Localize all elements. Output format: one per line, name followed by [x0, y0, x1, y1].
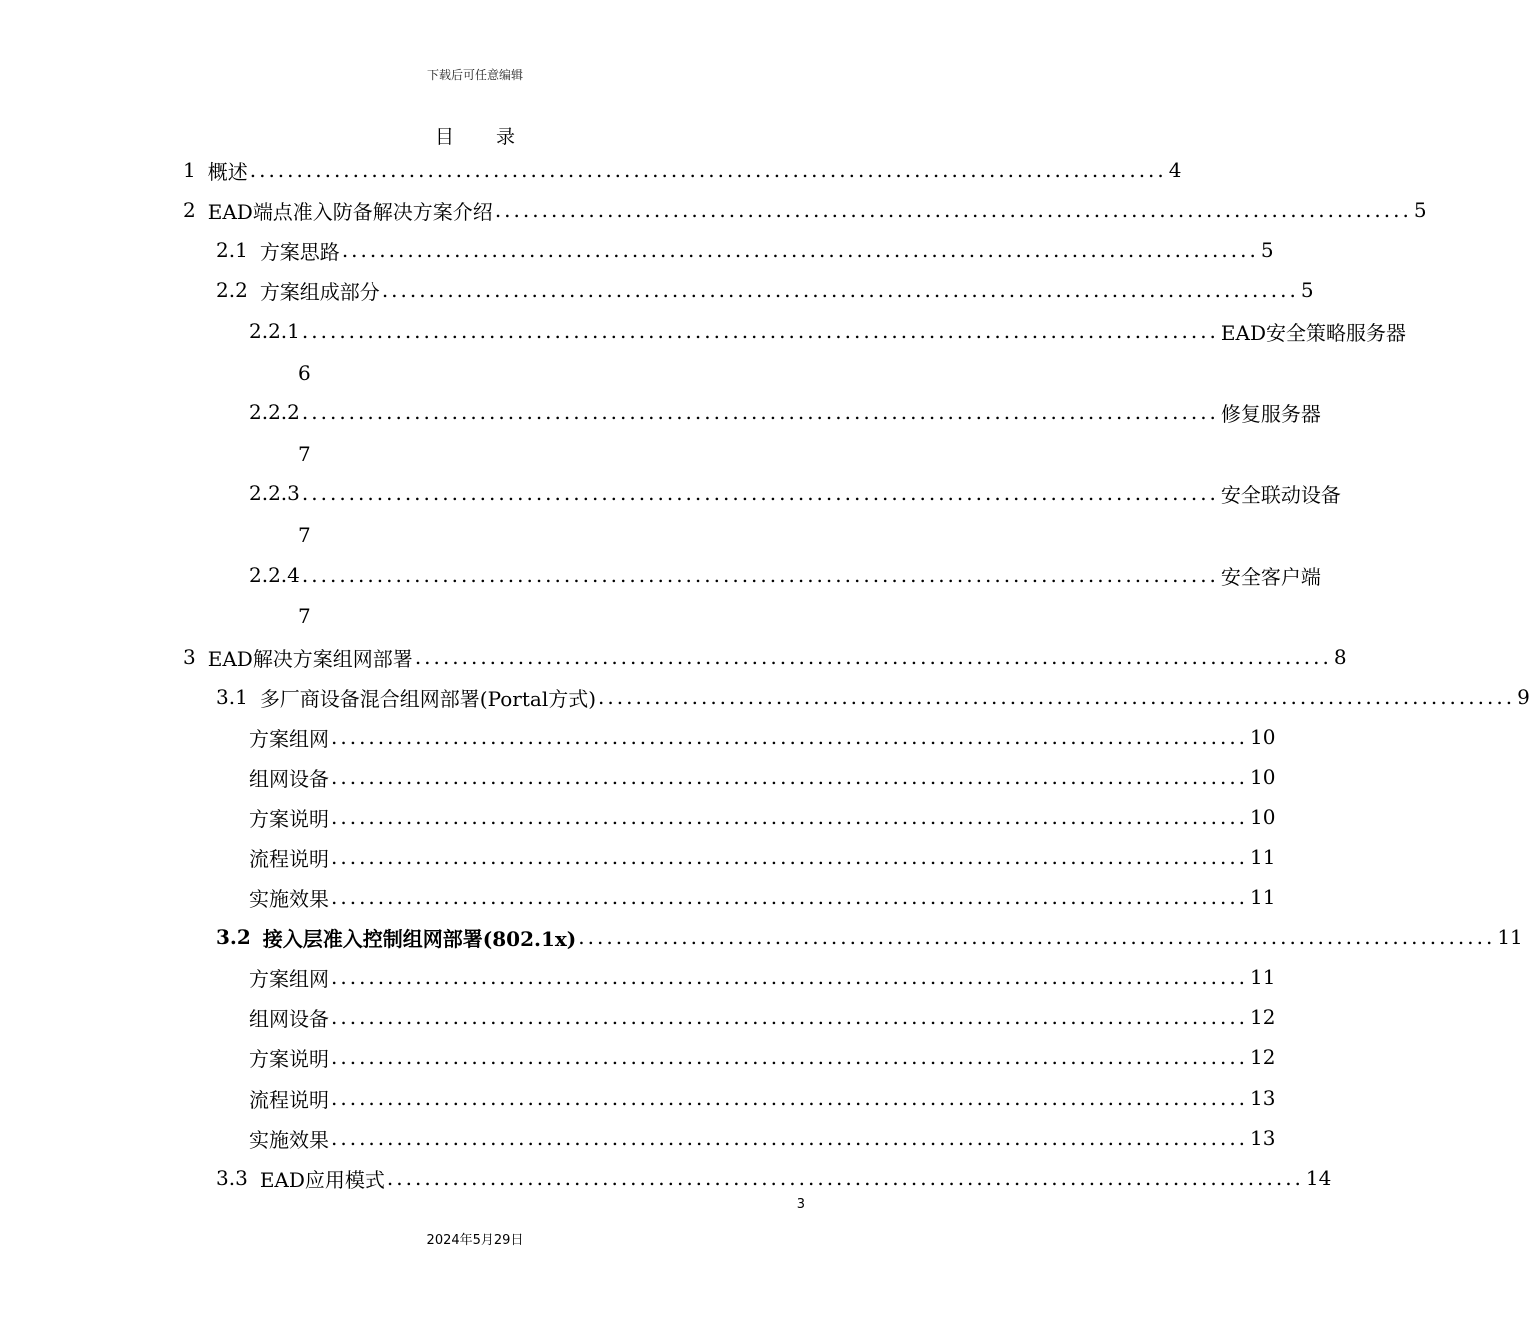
toc-entry-text: 实施效果	[249, 1127, 329, 1152]
page-number: 3	[796, 1197, 805, 1212]
dot-leader: ..................................................................................................	[331, 805, 1249, 829]
toc-entry-page: 12	[1250, 1005, 1276, 1029]
dot-leader: ..................................................................................................	[331, 885, 1249, 909]
dot-leader: ..................................................................................................	[249, 158, 1167, 182]
toc-entry-2-1[interactable]	[216, 230, 1274, 270]
toc-entry-text: 安全联动设备	[1220, 482, 1341, 507]
toc-entry-page: 10	[1250, 765, 1276, 789]
toc-entry-text: 修复服务器	[1220, 401, 1321, 426]
dot-leader: ..................................................................................................	[414, 645, 1332, 669]
dot-leader: ..................................................................................................	[331, 845, 1249, 869]
toc-entry-page: 5	[1260, 238, 1274, 262]
footer-date: 2024年5月29日	[426, 1233, 524, 1248]
toc-entry-text: 方案组网	[249, 726, 329, 751]
dot-leader: ..................................................................................................	[301, 319, 1219, 343]
toc-entry-page: 12	[1250, 1045, 1276, 1069]
dot-leader: ..................................................................................................	[598, 685, 1516, 709]
toc-entry-2-2-3[interactable]	[249, 473, 1341, 513]
toc-entry-number: 2.1	[216, 238, 248, 262]
toc-entry-3-2-b[interactable]	[249, 997, 1276, 1037]
toc-entry-text: 组网设备	[249, 1006, 329, 1031]
toc-entry-text: 流程说明	[249, 1087, 329, 1112]
toc-entry-number: 2.2.2	[249, 400, 300, 424]
dot-leader: ..................................................................................................	[331, 1086, 1249, 1110]
dot-leader: ..................................................................................................	[331, 1005, 1249, 1029]
toc-title: 目 录	[434, 126, 534, 148]
dot-leader: ..................................................................................................	[331, 765, 1249, 789]
dot-leader: ..................................................................................................	[301, 563, 1219, 587]
toc-entry-page: 11	[1497, 925, 1523, 949]
toc-entry-page: 7	[298, 442, 311, 466]
toc-entry-number: 3	[183, 645, 196, 669]
toc-entry-page: 11	[1250, 965, 1276, 989]
toc-entry-page: 8	[1333, 645, 1347, 669]
toc-entry-2-2-4[interactable]	[249, 555, 1321, 595]
toc-entry-page: 7	[298, 523, 311, 547]
toc-entry-3-1-a[interactable]	[249, 717, 1276, 757]
dot-leader: ..................................................................................................	[494, 198, 1412, 222]
toc-entry-text: EAD解决方案组网部署	[207, 646, 413, 671]
toc-entry-text: 概述	[207, 159, 248, 184]
toc-entry-number: 3.2	[216, 925, 251, 949]
toc-entry-page: 10	[1250, 805, 1276, 829]
toc-entry-3-2-d[interactable]	[249, 1078, 1276, 1118]
toc-entry-text: 实施效果	[249, 886, 329, 911]
toc-entry-page: 7	[298, 604, 311, 628]
dot-leader: ..................................................................................................	[331, 1126, 1249, 1150]
toc-entry-2-2-2[interactable]	[249, 392, 1321, 432]
toc-entry-page: 13	[1250, 1086, 1276, 1110]
dot-leader: ..................................................................................................	[331, 1045, 1249, 1069]
toc-entry-text: 方案组成部分	[259, 279, 380, 304]
toc-entry-text: 方案说明	[249, 1046, 329, 1071]
toc-entry-page: 5	[1300, 278, 1314, 302]
dot-leader: ..................................................................................................	[301, 481, 1219, 505]
toc-entry-text: EAD应用模式	[259, 1167, 385, 1192]
dot-leader: ..................................................................................................	[301, 400, 1219, 424]
toc-entry-text: EAD端点准入防备解决方案介绍	[207, 199, 493, 224]
toc-entry-page: 5	[1413, 198, 1427, 222]
toc-entry-text: EAD安全策略服务器	[1220, 320, 1406, 345]
toc-entry-number: 2.2	[216, 278, 248, 302]
toc-entry-3-1-e[interactable]	[249, 877, 1276, 917]
toc-entry-number: 3.3	[216, 1166, 248, 1190]
toc-entry-number: 2	[183, 198, 196, 222]
toc-entry-3-3[interactable]	[216, 1158, 1332, 1198]
toc-entry-number: 2.2.4	[249, 563, 300, 587]
toc-entry-page: 11	[1250, 845, 1276, 869]
toc-entry-3[interactable]	[183, 637, 1347, 677]
toc-entry-3-1-d[interactable]	[249, 837, 1276, 877]
toc-entry-3-1-b[interactable]	[249, 757, 1276, 797]
toc-entry-text: 方案说明	[249, 806, 329, 831]
toc-entry-3-2-a[interactable]	[249, 957, 1276, 997]
toc-entry-page: 13	[1250, 1126, 1276, 1150]
toc-entry-1[interactable]	[183, 150, 1182, 190]
toc-entry-3-2-e[interactable]	[249, 1118, 1276, 1158]
toc-entry-text: 流程说明	[249, 846, 329, 871]
dot-leader: ..................................................................................................	[578, 925, 1496, 949]
toc-entry-text: 组网设备	[249, 766, 329, 791]
dot-leader: ..................................................................................................	[381, 278, 1299, 302]
toc-entry-3-2[interactable]	[216, 917, 1523, 957]
toc-entry-page: 4	[1168, 158, 1182, 182]
toc-entry-page: 9	[1517, 685, 1530, 709]
toc-entry-number: 1	[183, 158, 196, 182]
toc-entry-page: 10	[1250, 725, 1276, 749]
toc-entry-3-2-c[interactable]	[249, 1037, 1276, 1077]
toc-entry-2-2[interactable]	[216, 270, 1314, 310]
toc-entry-text: 接入层准入控制组网部署(802.1x)	[262, 926, 577, 951]
dot-leader: ..................................................................................................	[341, 238, 1259, 262]
dot-leader: ..................................................................................................	[386, 1166, 1304, 1190]
toc-entry-number: 3.1	[216, 685, 248, 709]
toc-entry-3-1-c[interactable]	[249, 797, 1276, 837]
toc-entry-2-2-1[interactable]	[249, 311, 1406, 351]
toc-entry-text: 方案思路	[259, 239, 340, 264]
toc-entry-number: 2.2.1	[249, 319, 300, 343]
dot-leader: ..................................................................................................	[331, 965, 1249, 989]
toc-entry-text: 方案组网	[249, 966, 329, 991]
toc-entry-page: 14	[1305, 1166, 1332, 1190]
toc-entry-2[interactable]	[183, 190, 1427, 230]
toc-entry-number: 2.2.3	[249, 481, 300, 505]
toc-entry-text: 安全客户端	[1220, 564, 1321, 589]
toc-entry-page: 6	[298, 361, 311, 385]
toc-entry-page: 11	[1250, 885, 1276, 909]
header-note: 下载后可任意编辑	[426, 68, 523, 82]
dot-leader: ..................................................................................................	[331, 725, 1249, 749]
toc-entry-text: 多厂商设备混合组网部署(Portal方式)	[259, 686, 597, 711]
toc-entry-3-1[interactable]	[216, 677, 1530, 717]
